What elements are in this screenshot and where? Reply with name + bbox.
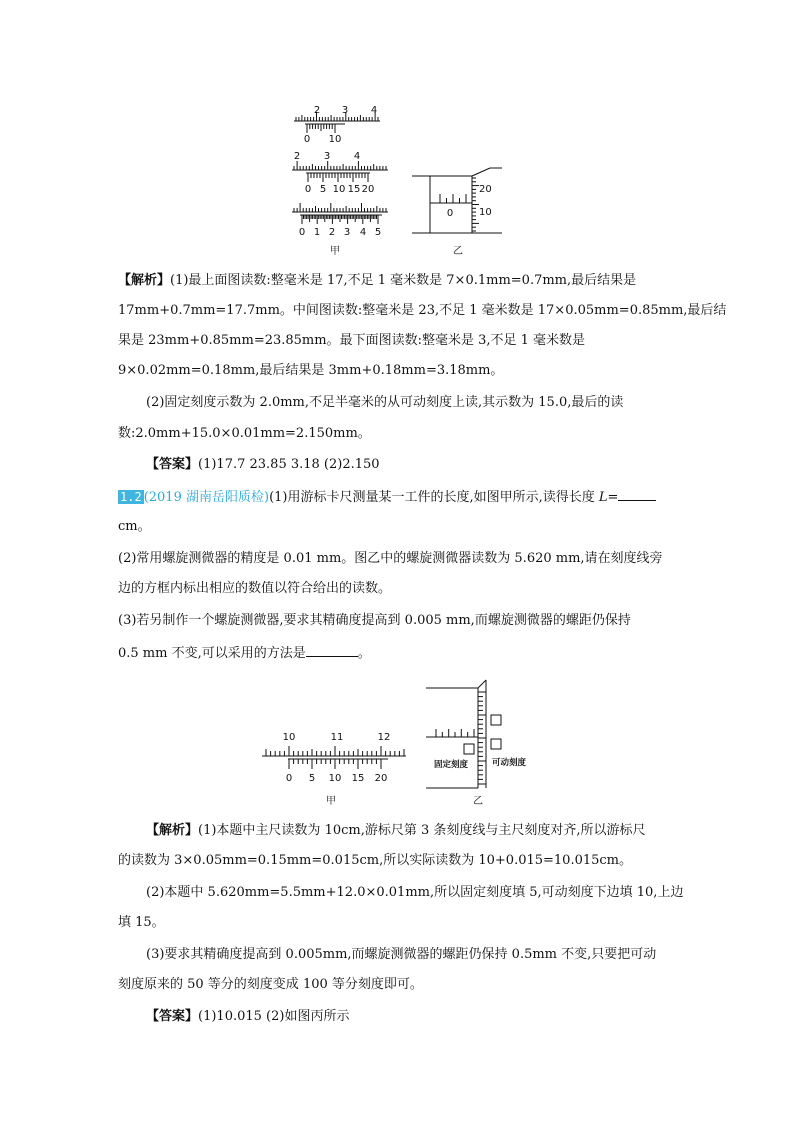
micrometer-1-thimble-10: 10: [479, 207, 492, 218]
caliper-bottom-vern-tick-5: 5: [374, 227, 382, 238]
caliper-mid-vern-tick-20: 20: [361, 184, 375, 195]
figure2-label-a: 甲: [326, 796, 336, 807]
analysis2-tag: 【解析】: [146, 823, 199, 838]
answer-blank-method[interactable]: [306, 644, 358, 657]
caliper-top: [294, 105, 380, 145]
movable-scale-label: 可动刻度: [491, 758, 527, 768]
length-var: L: [598, 490, 608, 505]
question-part1-unit: cm。: [118, 519, 151, 534]
analysis1-line6: 数:2.0mm+15.0×0.01mm=2.150mm。: [118, 426, 371, 441]
caliper-mid-vern-tick-10: 10: [332, 184, 346, 195]
answer1-tag: 【答案】: [146, 457, 199, 472]
caliper2-main-tick-10: 10: [282, 732, 296, 743]
caliper-mid-vern-tick-5: 5: [319, 184, 327, 195]
analysis1-line1: 【解析】(1)最上面图读数:整毫米是 17,不足 1 毫米数是 7×0.1mm=0.7mm,最后结果是: [118, 273, 637, 288]
question-part1: 1.2 (2019 湖南岳阳质检)(1)用游标卡尺测量某一工件的长度,如图甲所示,读得长度 L=: [118, 488, 656, 507]
answer2-tag: 【答案】: [146, 1009, 199, 1024]
caliper2-vern-tick-0: 0: [285, 773, 293, 784]
answer2-text: (1)10.015 (2)如图丙所示: [198, 1009, 350, 1024]
fixed-scale-label: 固定刻度: [433, 760, 469, 770]
analysis1-line5: (2)固定刻度示数为 2.0mm,不足半毫米的从可动刻度上读,其示数为 15.0,最后的读: [146, 395, 624, 410]
analysis2-line5: (3)要求其精确度提高到 0.005mm,而螺旋测微器的螺距仍保持 0.5mm 不变,只要把可动: [146, 947, 657, 962]
figure1-label-a: 甲: [330, 246, 340, 257]
caliper-mid-main-tick-4: 4: [353, 151, 361, 162]
question-source: (2019 湖南岳阳质检): [143, 490, 270, 505]
caliper-top-main-tick-2: 2: [313, 105, 321, 116]
micrometer-1-thimble-20: 20: [479, 184, 492, 195]
question-part2-line1: (2)常用螺旋测微器的精度是 0.01 mm。图乙中的螺旋测微器读数为 5.620 mm,请在刻度线旁: [118, 551, 663, 566]
question-part3-line2: 0.5 mm 不变,可以采用的方法是 。: [118, 646, 371, 661]
caliper-top-vern-tick-10: 10: [328, 134, 342, 145]
micrometer-1: [412, 168, 502, 233]
figure2-label-b: 乙: [473, 796, 483, 807]
caliper-mid-main-tick-3: 3: [323, 151, 331, 162]
caliper-top-main-tick-3: 3: [341, 105, 349, 116]
analysis2-line4: 填 15。: [118, 915, 165, 930]
micrometer-1-sleeve-zero: 0: [446, 208, 454, 219]
answer2: [146, 1008, 349, 1026]
caliper-bottom-vern-tick-2: 2: [328, 227, 336, 238]
analysis1-line3: 果是 23mm+0.85mm=23.85mm。最下面图读数:整毫米是 3,不足 1 毫米数是: [118, 333, 586, 348]
analysis2-line2: 的读数为 3×0.05mm=0.15mm=0.015cm,所以实际读数为 10+0.015=10.015cm。: [118, 853, 633, 868]
caliper-mid: [292, 151, 388, 195]
caliper2-vern-tick-15: 15: [351, 773, 365, 784]
answer-blank-length[interactable]: [618, 488, 656, 501]
analysis1-tag: 【解析】: [118, 273, 171, 288]
answer-box-fixed[interactable]: [464, 744, 474, 754]
caliper-bottom-vern-tick-4: 4: [359, 227, 367, 238]
caliper2-main-tick-11: 11: [330, 732, 344, 743]
caliper-top-vern-tick-0: 0: [303, 134, 311, 145]
analysis2-line3: (2)本题中 5.620mm=5.5mm+12.0×0.01mm,所以固定刻度填 5,可动刻度下边填 10,上边: [146, 885, 684, 900]
caliper2-main-tick-12: 12: [377, 732, 391, 743]
analysis1-line2: 17mm+0.7mm=17.7mm。中间图读数:整毫米是 23,不足 1 毫米数是 17×0.05mm=0.85mm,最后结: [118, 303, 727, 318]
analysis2-line1: 【解析】(1)本题中主尺读数为 10cm,游标尺第 3 条刻度线与主尺刻度对齐,所以游标尺: [146, 823, 646, 838]
caliper-2: [262, 732, 406, 784]
caliper2-vern-tick-5: 5: [308, 773, 316, 784]
caliper-mid-vern-tick-0: 0: [304, 184, 312, 195]
question-part3-line1: (3)若另制作一个螺旋测微器,要求其精确度提高到 0.005 mm,而螺旋测微器的螺距仍保持: [118, 613, 631, 628]
answer1-text: (1)17.7 23.85 3.18 (2)2.150: [198, 457, 380, 472]
caliper-top-main-tick-4: 4: [370, 105, 378, 116]
caliper2-vern-tick-10: 10: [328, 773, 342, 784]
caliper-mid-main-tick-2: 2: [293, 151, 301, 162]
analysis1-line4: 9×0.02mm=0.18mm,最后结果是 3mm+0.18mm=3.18mm。: [118, 363, 504, 378]
caliper-bottom: [292, 203, 388, 238]
answer-box-thimble-lower[interactable]: [491, 739, 501, 749]
caliper-bottom-vern-tick-3: 3: [343, 227, 351, 238]
question-part2-line2: 边的方框内标出相应的数值以符合给出的读数。: [118, 581, 392, 596]
answer-box-thimble-upper[interactable]: [491, 715, 501, 725]
caliper-bottom-vern-tick-1: 1: [313, 227, 321, 238]
question-number: 1.2: [120, 490, 142, 504]
micrometer-2: [426, 680, 486, 788]
caliper-mid-vern-tick-15: 15: [347, 184, 361, 195]
caliper-bottom-vern-tick-0: 0: [298, 227, 306, 238]
figure1-label-b: 乙: [453, 246, 463, 257]
analysis2-line6: 刻度原来的 50 等分的刻度变成 100 等分刻度即可。: [118, 977, 423, 992]
caliper2-vern-tick-20: 20: [374, 773, 388, 784]
answer1: [146, 456, 380, 474]
figure2: [0, 678, 794, 808]
figure1: [0, 0, 794, 260]
